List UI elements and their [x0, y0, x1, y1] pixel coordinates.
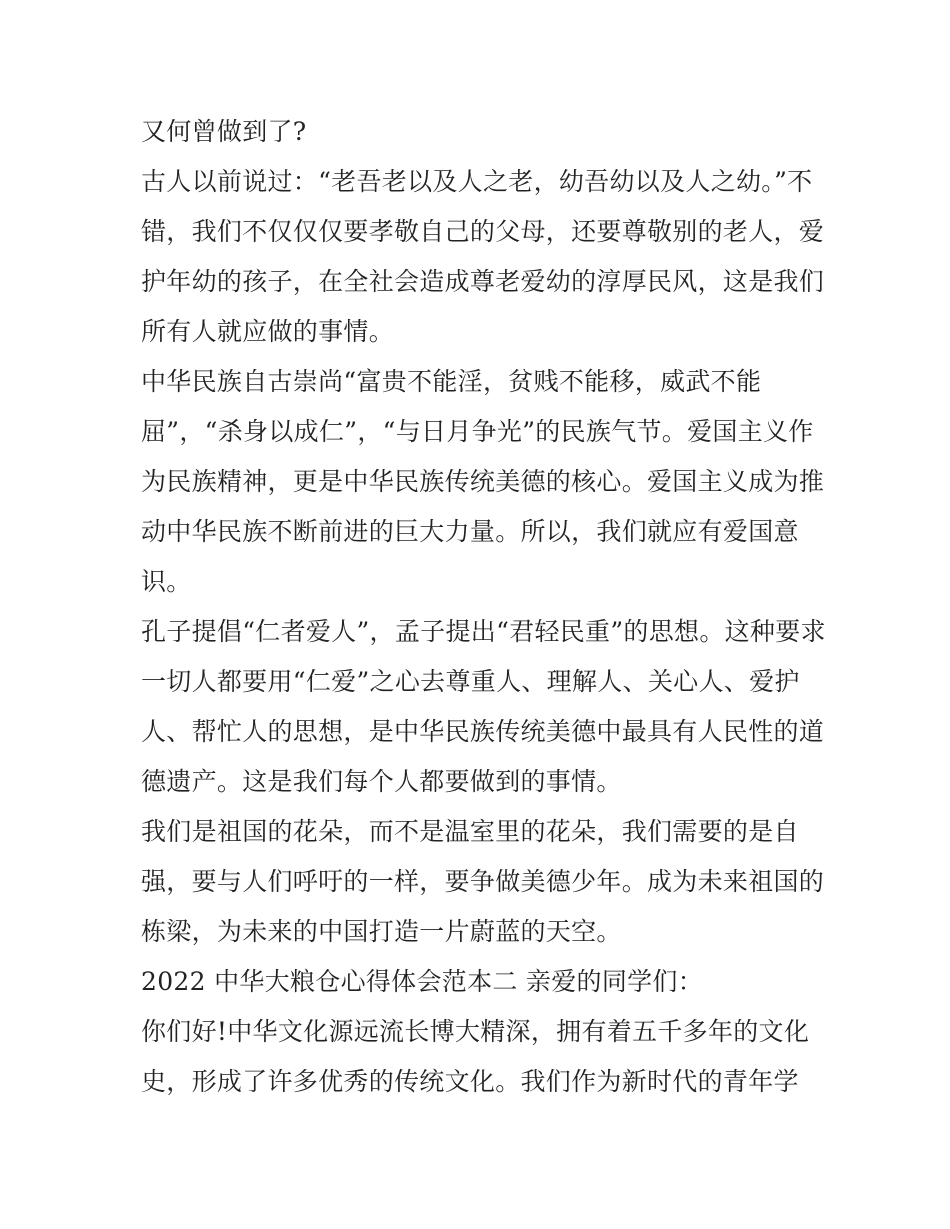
- text-line: 又何曾做到了?: [141, 117, 307, 146]
- text-line: 德遗产。这是我们每个人都要做到的事情。: [141, 767, 622, 796]
- text-line: 我们是祖国的花朵，而不是温室里的花朵，我们需要的是自: [141, 817, 799, 846]
- text-line: 中华民族自古崇尚“富贵不能淫，贫贱不能移，威武不能: [141, 367, 762, 396]
- text-line: 错，我们不仅仅仅要孝敬自己的父母，还要尊敬别的老人，爱: [141, 217, 825, 246]
- document-body: [141, 107, 826, 1107]
- text-line: 2022 中华大粮仓心得体会范本二 亲爱的同学们：: [141, 967, 704, 996]
- text-line: 你们好!中华文化源远流长博大精深，拥有着五千多年的文化: [141, 1017, 810, 1046]
- text-line: 屈”，“杀身以成仁”，“与日月争光”的民族气节。爱国主义作: [141, 417, 814, 446]
- text-line: 护年幼的孩子，在全社会造成尊老爱幼的淳厚民风，这是我们: [141, 267, 825, 296]
- text-line: 动中华民族不断前进的巨大力量。所以，我们就应有爱国意: [141, 517, 799, 546]
- text-line: 为民族精神，更是中华民族传统美德的核心。爱国主义成为推: [141, 467, 825, 496]
- text-line: 人、帮忙人的思想，是中华民族传统美德中最具有人民性的道: [141, 717, 825, 746]
- text-line: 强，要与人们呼吁的一样，要争做美德少年。成为未来祖国的: [141, 867, 825, 896]
- text-line: 所有人就应做的事情。: [141, 317, 395, 346]
- text-line: 古人以前说过：“老吾老以及人之老，幼吾幼以及人之幼。”不: [141, 167, 813, 196]
- text-line: 孔子提倡“仁者爱人”，孟子提出“君轻民重”的思想。这种要求: [141, 617, 826, 646]
- text-line: 识。: [141, 567, 192, 596]
- text-line: 一切人都要用“仁爱”之心去尊重人、理解人、关心人、爱护: [141, 667, 800, 696]
- text-line: 栋梁，为未来的中国打造一片蔚蓝的天空。: [141, 917, 622, 946]
- text-line: 史，形成了许多优秀的传统文化。我们作为新时代的青年学: [141, 1067, 799, 1096]
